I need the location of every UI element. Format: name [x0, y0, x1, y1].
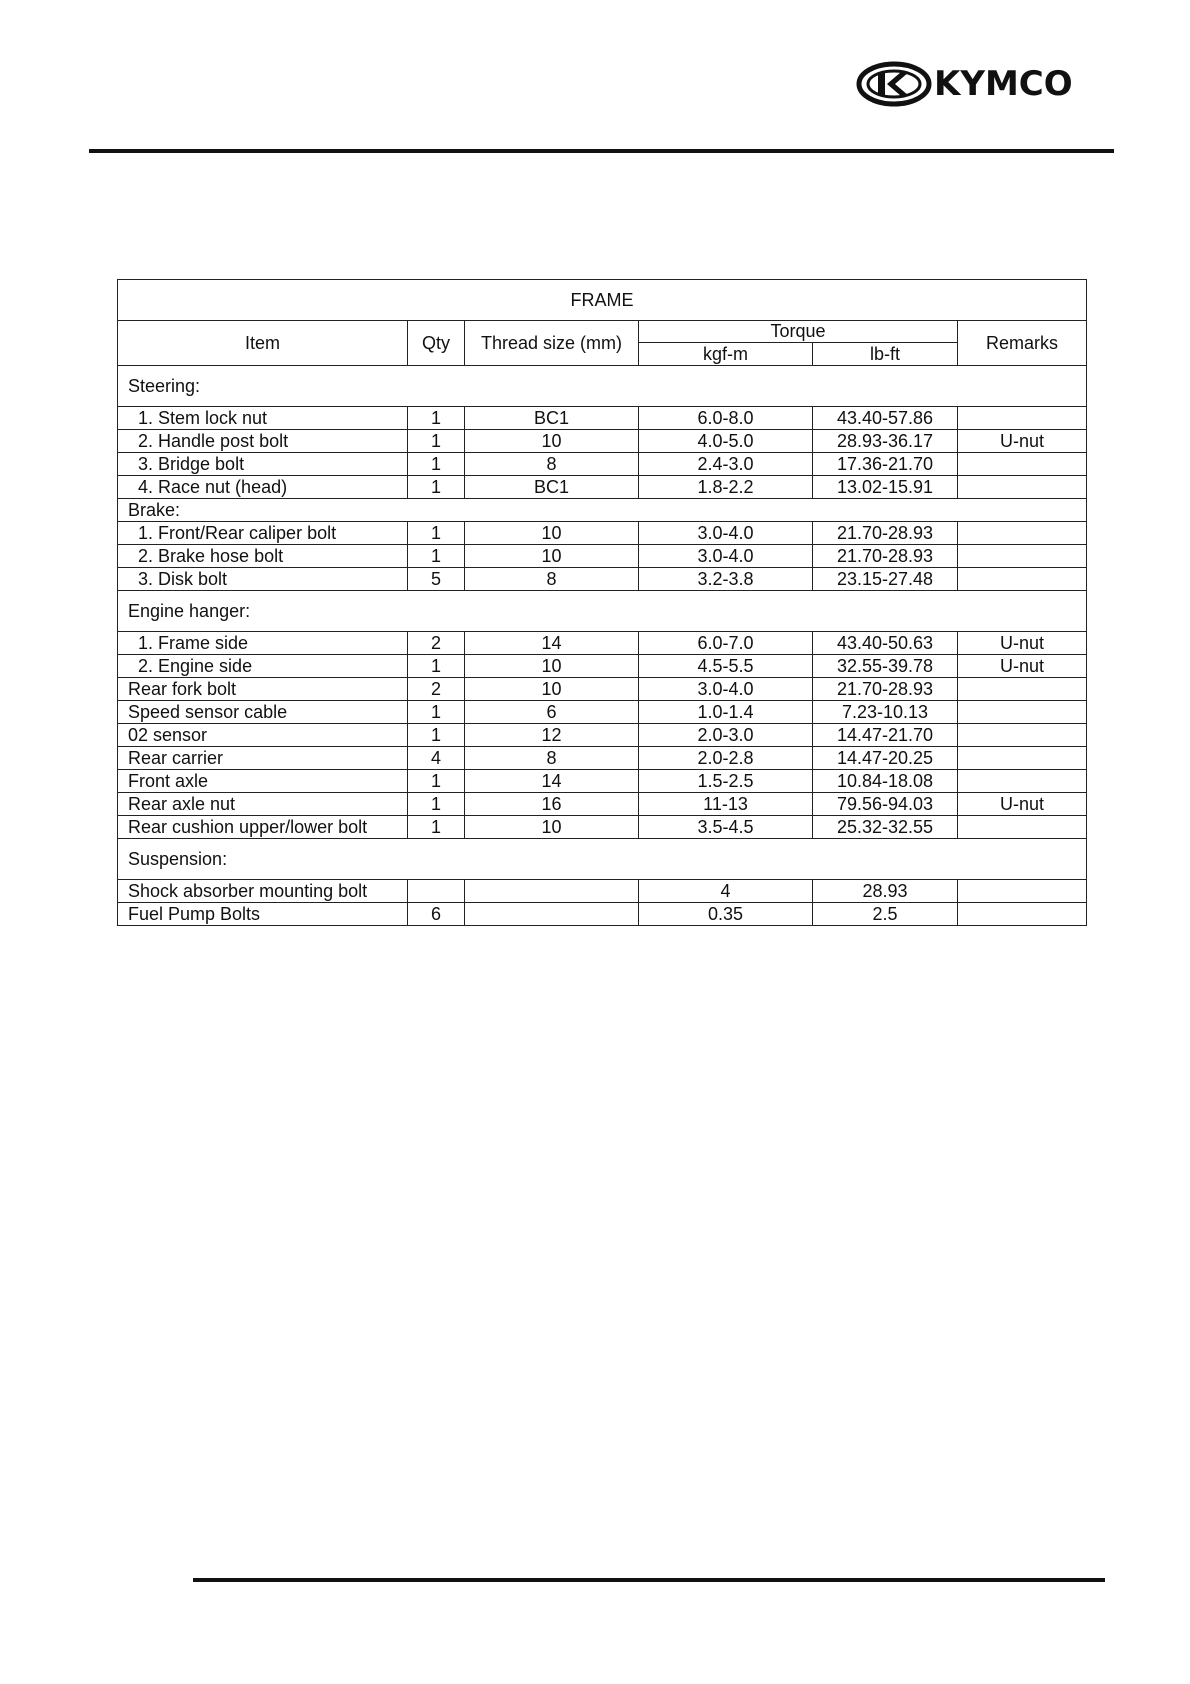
header-qty: Qty — [408, 321, 465, 366]
cell-lbft: 13.02-15.91 — [813, 476, 958, 499]
cell-lbft: 14.47-21.70 — [813, 724, 958, 747]
cell-thread: 10 — [465, 522, 639, 545]
cell-thread: 10 — [465, 430, 639, 453]
section-brake: Brake: — [118, 499, 1087, 522]
table-row — [118, 655, 1087, 678]
cell-remarks — [958, 880, 1087, 903]
cell-qty: 1 — [408, 453, 465, 476]
cell-kgf: 0.35 — [639, 903, 813, 926]
brand-name: KYMCO — [934, 64, 1073, 104]
cell-remarks — [958, 816, 1087, 839]
cell-remarks — [958, 568, 1087, 591]
cell-item: Rear axle nut — [118, 793, 408, 816]
cell-kgf: 4 — [639, 880, 813, 903]
cell-qty: 1 — [408, 701, 465, 724]
table-row — [118, 407, 1087, 430]
cell-remarks — [958, 476, 1087, 499]
cell-item: 2. Engine side — [118, 655, 408, 678]
cell-item: Rear carrier — [118, 747, 408, 770]
cell-kgf: 2.4-3.0 — [639, 453, 813, 476]
cell-kgf: 4.5-5.5 — [639, 655, 813, 678]
cell-item: Rear cushion upper/lower bolt — [118, 816, 408, 839]
cell-item: 3. Disk bolt — [118, 568, 408, 591]
cell-remarks — [958, 545, 1087, 568]
cell-qty: 1 — [408, 407, 465, 430]
cell-kgf: 3.0-4.0 — [639, 545, 813, 568]
cell-thread: BC1 — [465, 407, 639, 430]
table-row — [118, 770, 1087, 793]
cell-lbft: 21.70-28.93 — [813, 522, 958, 545]
cell-item: 1. Frame side — [118, 632, 408, 655]
cell-kgf: 2.0-2.8 — [639, 747, 813, 770]
cell-lbft: 43.40-50.63 — [813, 632, 958, 655]
cell-remarks — [958, 701, 1087, 724]
cell-qty: 5 — [408, 568, 465, 591]
cell-thread: 10 — [465, 816, 639, 839]
footer-rule — [193, 1578, 1105, 1582]
table-row — [118, 793, 1087, 816]
cell-lbft: 21.70-28.93 — [813, 678, 958, 701]
cell-thread: 8 — [465, 453, 639, 476]
cell-lbft: 79.56-94.03 — [813, 793, 958, 816]
header-item: Item — [118, 321, 408, 366]
cell-qty: 1 — [408, 545, 465, 568]
kymco-logo — [856, 60, 1106, 108]
cell-lbft: 10.84-18.08 — [813, 770, 958, 793]
cell-thread: 16 — [465, 793, 639, 816]
cell-item: 2. Brake hose bolt — [118, 545, 408, 568]
cell-lbft: 23.15-27.48 — [813, 568, 958, 591]
table-row — [118, 880, 1087, 903]
cell-item: 2. Handle post bolt — [118, 430, 408, 453]
table-row — [118, 816, 1087, 839]
cell-thread: 12 — [465, 724, 639, 747]
cell-item: 02 sensor — [118, 724, 408, 747]
table-row — [118, 903, 1087, 926]
header-torque: Torque — [639, 321, 958, 343]
cell-qty: 1 — [408, 655, 465, 678]
cell-remarks — [958, 724, 1087, 747]
cell-lbft: 7.23-10.13 — [813, 701, 958, 724]
header-rule — [89, 149, 1114, 153]
cell-thread: 8 — [465, 568, 639, 591]
header-thread-size: Thread size (mm) — [465, 321, 639, 366]
cell-remarks — [958, 678, 1087, 701]
cell-item: 4. Race nut (head) — [118, 476, 408, 499]
cell-qty: 1 — [408, 430, 465, 453]
header-remarks: Remarks — [958, 321, 1087, 366]
cell-lbft: 2.5 — [813, 903, 958, 926]
cell-kgf: 6.0-7.0 — [639, 632, 813, 655]
table-row — [118, 453, 1087, 476]
cell-remarks — [958, 903, 1087, 926]
cell-kgf: 11-13 — [639, 793, 813, 816]
cell-thread: 10 — [465, 678, 639, 701]
cell-item: 3. Bridge bolt — [118, 453, 408, 476]
cell-remarks — [958, 747, 1087, 770]
cell-qty: 4 — [408, 747, 465, 770]
cell-thread: 6 — [465, 701, 639, 724]
cell-kgf: 3.0-4.0 — [639, 522, 813, 545]
header-lb-ft: lb-ft — [813, 343, 958, 366]
cell-item: Rear fork bolt — [118, 678, 408, 701]
cell-kgf: 1.0-1.4 — [639, 701, 813, 724]
table-row — [118, 568, 1087, 591]
table-row — [118, 545, 1087, 568]
section-steering: Steering: — [118, 366, 1087, 407]
cell-kgf: 4.0-5.0 — [639, 430, 813, 453]
cell-item: Fuel Pump Bolts — [118, 903, 408, 926]
cell-kgf: 3.5-4.5 — [639, 816, 813, 839]
cell-remarks — [958, 770, 1087, 793]
cell-qty: 6 — [408, 903, 465, 926]
cell-qty: 1 — [408, 476, 465, 499]
cell-lbft: 21.70-28.93 — [813, 545, 958, 568]
cell-item: Speed sensor cable — [118, 701, 408, 724]
frame-torque-table — [117, 279, 1087, 926]
cell-thread: 10 — [465, 655, 639, 678]
cell-lbft: 25.32-32.55 — [813, 816, 958, 839]
cell-lbft: 28.93 — [813, 880, 958, 903]
cell-item: 1. Front/Rear caliper bolt — [118, 522, 408, 545]
table-title: FRAME — [118, 280, 1087, 321]
kymco-emblem-icon — [856, 61, 932, 107]
cell-remarks — [958, 453, 1087, 476]
cell-remarks — [958, 522, 1087, 545]
cell-thread — [465, 903, 639, 926]
cell-remarks — [958, 407, 1087, 430]
header-kgf-m: kgf-m — [639, 343, 813, 366]
cell-kgf: 6.0-8.0 — [639, 407, 813, 430]
cell-lbft: 14.47-20.25 — [813, 747, 958, 770]
cell-lbft: 32.55-39.78 — [813, 655, 958, 678]
table-row — [118, 522, 1087, 545]
cell-kgf: 1.5-2.5 — [639, 770, 813, 793]
cell-qty: 1 — [408, 724, 465, 747]
cell-item: Shock absorber mounting bolt — [118, 880, 408, 903]
cell-qty: 1 — [408, 793, 465, 816]
cell-thread: 14 — [465, 770, 639, 793]
cell-item: 1. Stem lock nut — [118, 407, 408, 430]
cell-remarks: U-nut — [958, 430, 1087, 453]
cell-kgf: 1.8-2.2 — [639, 476, 813, 499]
table-row — [118, 476, 1087, 499]
cell-qty — [408, 880, 465, 903]
cell-thread: 10 — [465, 545, 639, 568]
table-row — [118, 747, 1087, 770]
cell-qty: 1 — [408, 816, 465, 839]
cell-item: Front axle — [118, 770, 408, 793]
cell-lbft: 28.93-36.17 — [813, 430, 958, 453]
table-row — [118, 724, 1087, 747]
table-row — [118, 430, 1087, 453]
cell-kgf: 2.0-3.0 — [639, 724, 813, 747]
cell-thread — [465, 880, 639, 903]
cell-thread: 14 — [465, 632, 639, 655]
cell-remarks: U-nut — [958, 632, 1087, 655]
cell-kgf: 3.0-4.0 — [639, 678, 813, 701]
cell-remarks: U-nut — [958, 655, 1087, 678]
table-row — [118, 678, 1087, 701]
cell-qty: 1 — [408, 770, 465, 793]
cell-thread: BC1 — [465, 476, 639, 499]
cell-remarks: U-nut — [958, 793, 1087, 816]
cell-thread: 8 — [465, 747, 639, 770]
cell-lbft: 43.40-57.86 — [813, 407, 958, 430]
cell-qty: 1 — [408, 522, 465, 545]
section-engine-hanger: Engine hanger: — [118, 591, 1087, 632]
section-suspension: Suspension: — [118, 839, 1087, 880]
table-row — [118, 632, 1087, 655]
table-row — [118, 701, 1087, 724]
cell-qty: 2 — [408, 678, 465, 701]
cell-kgf: 3.2-3.8 — [639, 568, 813, 591]
cell-lbft: 17.36-21.70 — [813, 453, 958, 476]
cell-qty: 2 — [408, 632, 465, 655]
